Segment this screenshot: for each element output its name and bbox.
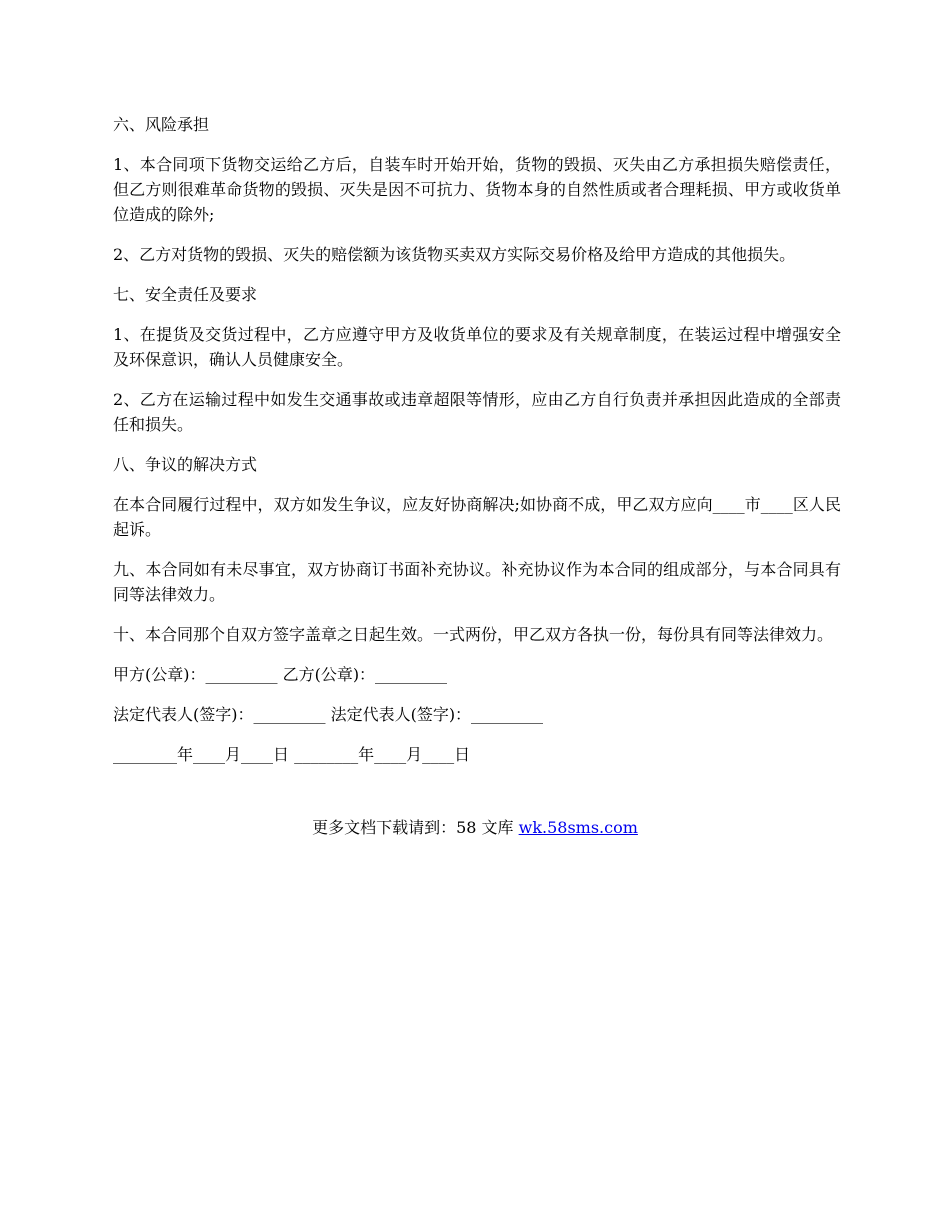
clause-effective: 十、本合同那个自双方签字盖章之日起生效。一式两份，甲乙双方各执一份，每份具有同等法律效力。 [113,625,834,644]
clause-safety-2: 2、乙方在运输过程中如发生交通事故或违章超限等情形，应由乙方自行负责并承担因此造成的全部责任和损失。 [113,390,841,434]
clause-dispute: 在本合同履行过程中，双方如发生争议，应友好协商解决;如协商不成，甲乙双方应向____市____区人民起诉。 [113,495,841,539]
footer-prefix: 更多文档下载请到：58 文库 [312,818,519,837]
signature-seal-line: 甲方(公章)：_________ 乙方(公章)：_________ [113,665,448,684]
section-heading-risk: 六、风险承担 [113,115,210,134]
clause-supplement: 九、本合同如有未尽事宜，双方协商订书面补充协议。补充协议作为本合同的组成部分，与本合同具有同等法律效力。 [113,560,841,604]
document-body [113,112,841,782]
signature-date-line: ________年____月____日 ________年____月____日 [113,745,471,764]
clause-risk-1: 1、本合同项下货物交运给乙方后，自装车时开始开始，货物的毁损、灭失由乙方承担损失赔偿责任，但乙方则很难革命货物的毁损、灭失是因不可抗力、货物本身的自然性质或者合理耗损、甲方或收货单位造成的除外; [113,155,841,224]
signature-representative-line: 法定代表人(签字)：_________ 法定代表人(签字)：_________ [113,705,544,724]
footer-link[interactable]: wk.58sms.com [518,818,638,837]
footer-download-note [0,815,950,840]
clause-safety-1: 1、在提货及交货过程中，乙方应遵守甲方及收货单位的要求及有关规章制度，在装运过程中增强安全及环保意识，确认人员健康安全。 [113,325,841,369]
section-heading-safety: 七、安全责任及要求 [113,285,258,304]
section-heading-dispute: 八、争议的解决方式 [113,455,258,474]
clause-risk-2: 2、乙方对货物的毁损、灭失的赔偿额为该货物买卖双方实际交易价格及给甲方造成的其他损失。 [113,245,796,264]
